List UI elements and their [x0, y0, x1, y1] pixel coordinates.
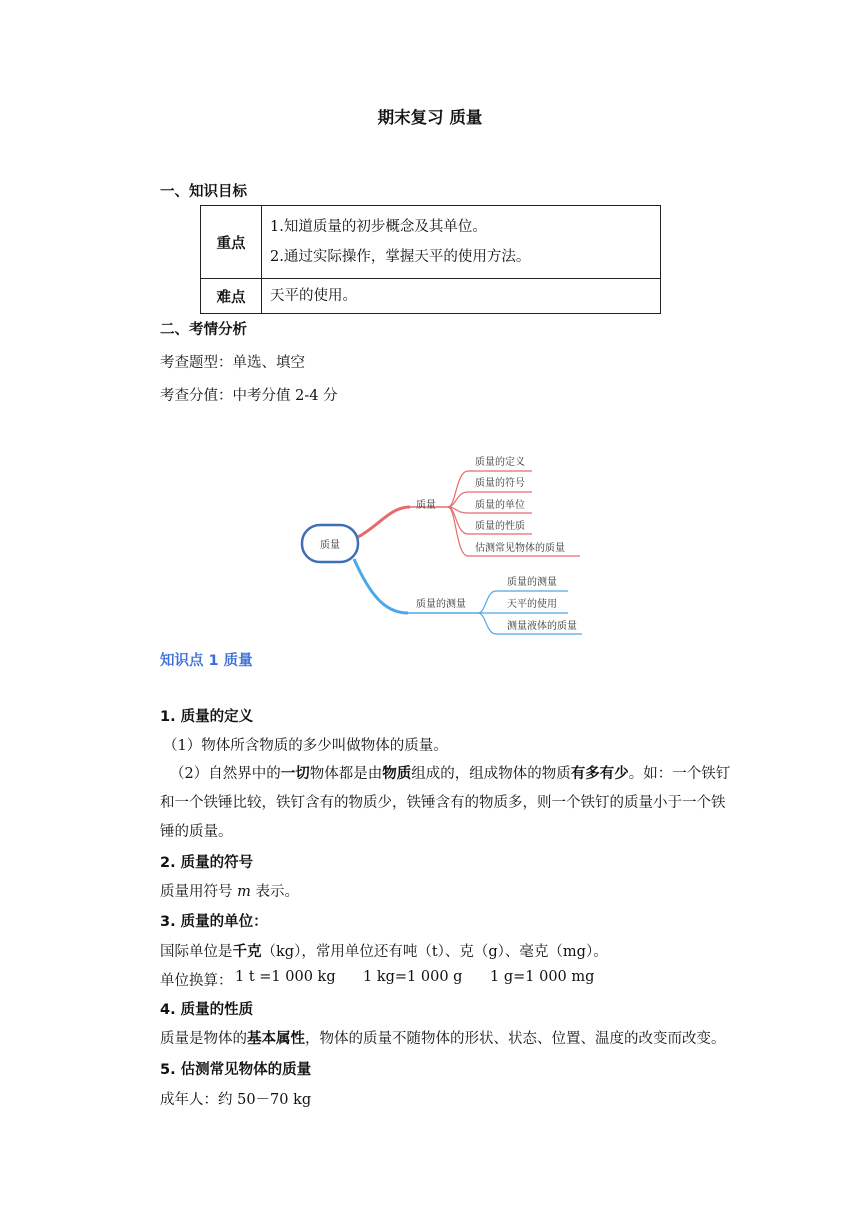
mindmap-branch-quality-line: [358, 507, 410, 537]
unit-conversion-2: 1 kg=1 000 g: [363, 969, 463, 985]
page-title: 期末复习 质量: [377, 108, 483, 127]
goals-label-difficult: 难点: [201, 279, 262, 314]
unit-conversion-label: 单位换算：: [160, 973, 233, 989]
heading-definition: 1. 质量的定义: [160, 709, 254, 725]
mindmap-connector: [478, 613, 496, 634]
mindmap-leaf-definition: 质量的定义: [475, 457, 525, 468]
heading-symbol: 2. 质量的符号: [160, 855, 254, 871]
bold-run: 千克: [232, 943, 262, 960]
knowledge-point-heading: 知识点 1 质量: [160, 653, 253, 669]
text-run: 。如：一个铁钉和一个铁锤比较，铁钉含有的物质少，铁锤含有的物质多，则一个铁钉的质量小于一个铁锤的质量。: [160, 766, 731, 840]
mindmap-leaf-liquid: 测量液体的质量: [507, 621, 577, 632]
heading-property: 4. 质量的性质: [160, 1002, 254, 1018]
mindmap-branch-measure-line: [354, 559, 408, 613]
goals-key-line: 2.通过实际操作，掌握天平的使用方法。: [270, 249, 531, 265]
goals-table: [200, 205, 661, 314]
mindmap-leaf-estimate: 估测常见物体的质量: [475, 543, 565, 554]
heading-estimate: 5. 估测常见物体的质量: [160, 1062, 312, 1078]
symbol-m: m: [237, 884, 251, 900]
text-run: （kg），常用单位还有吨（t）、克（g）、毫克（mg）。: [261, 944, 608, 960]
definition-p2: [160, 759, 732, 847]
bold-run: 基本属性: [247, 1030, 305, 1047]
symbol-text: [160, 880, 299, 901]
mindmap-connector: [448, 471, 468, 507]
mindmap-leaf-unit: 质量的单位: [475, 500, 525, 511]
mindmap-branch-measure-label: 质量的测量: [416, 599, 466, 610]
mindmap-leaf-symbol: 质量的符号: [475, 478, 525, 489]
unit-conversion-3: 1 g=1 000 mg: [490, 969, 595, 985]
table-row: [201, 206, 661, 279]
mindmap-leaf-balance: 天平的使用: [507, 599, 557, 610]
bold-run: 物质: [382, 765, 412, 782]
mindmap-leaf-property: 质量的性质: [475, 521, 525, 532]
unit-conversion-1: 1 t =1 000 kg: [235, 969, 336, 985]
table-row: [201, 279, 661, 314]
text-run: 表示。: [250, 884, 299, 900]
section-heading-knowledge-goals: 一、知识目标: [160, 184, 247, 200]
text-run: ，物体的质量不随物体的形状、状态、位置、温度的改变而改变。: [305, 1031, 726, 1047]
bold-run: 有多有少: [570, 765, 629, 782]
definition-p1: （1）物体所含物质的多少叫做物体的质量。: [163, 738, 448, 754]
goals-label-key: 重点: [201, 206, 262, 279]
mindmap-leaf-measure: 质量的测量: [507, 577, 557, 588]
text-run: 质量是物体的: [160, 1031, 247, 1047]
mindmap-connector: [448, 507, 468, 556]
text-run: 组成的，组成物体的物质: [411, 766, 571, 782]
bold-run: 一切: [280, 765, 310, 782]
mindmap-center-label: 质量: [320, 540, 340, 551]
section-heading-exam-analysis: 二、考情分析: [160, 322, 247, 338]
exam-score: 考查分值：中考分值 2-4 分: [160, 388, 338, 404]
mind-map: [290, 445, 590, 640]
mindmap-connector: [478, 591, 496, 613]
mindmap-branch-quality-label: 质量: [416, 500, 436, 511]
estimate-text: 成年人：约 50－70 kg: [160, 1092, 312, 1108]
text-run: 质量用符号: [160, 884, 238, 900]
goals-difficult-text: [262, 279, 661, 314]
goals-difficult-line: 天平的使用。: [270, 288, 357, 304]
goals-key-line: 1.知道质量的初步概念及其单位。: [270, 219, 487, 235]
heading-unit: 3. 质量的单位：: [160, 914, 268, 930]
exam-types: 考查题型：单选、填空: [160, 355, 305, 371]
goals-key-text: [262, 206, 661, 279]
unit-text: [160, 940, 608, 961]
text-run: 国际单位是: [160, 944, 233, 960]
property-text: [160, 1027, 726, 1048]
text-run: （2）自然界中的: [170, 766, 281, 782]
text-run: 物体都是由: [309, 766, 383, 782]
